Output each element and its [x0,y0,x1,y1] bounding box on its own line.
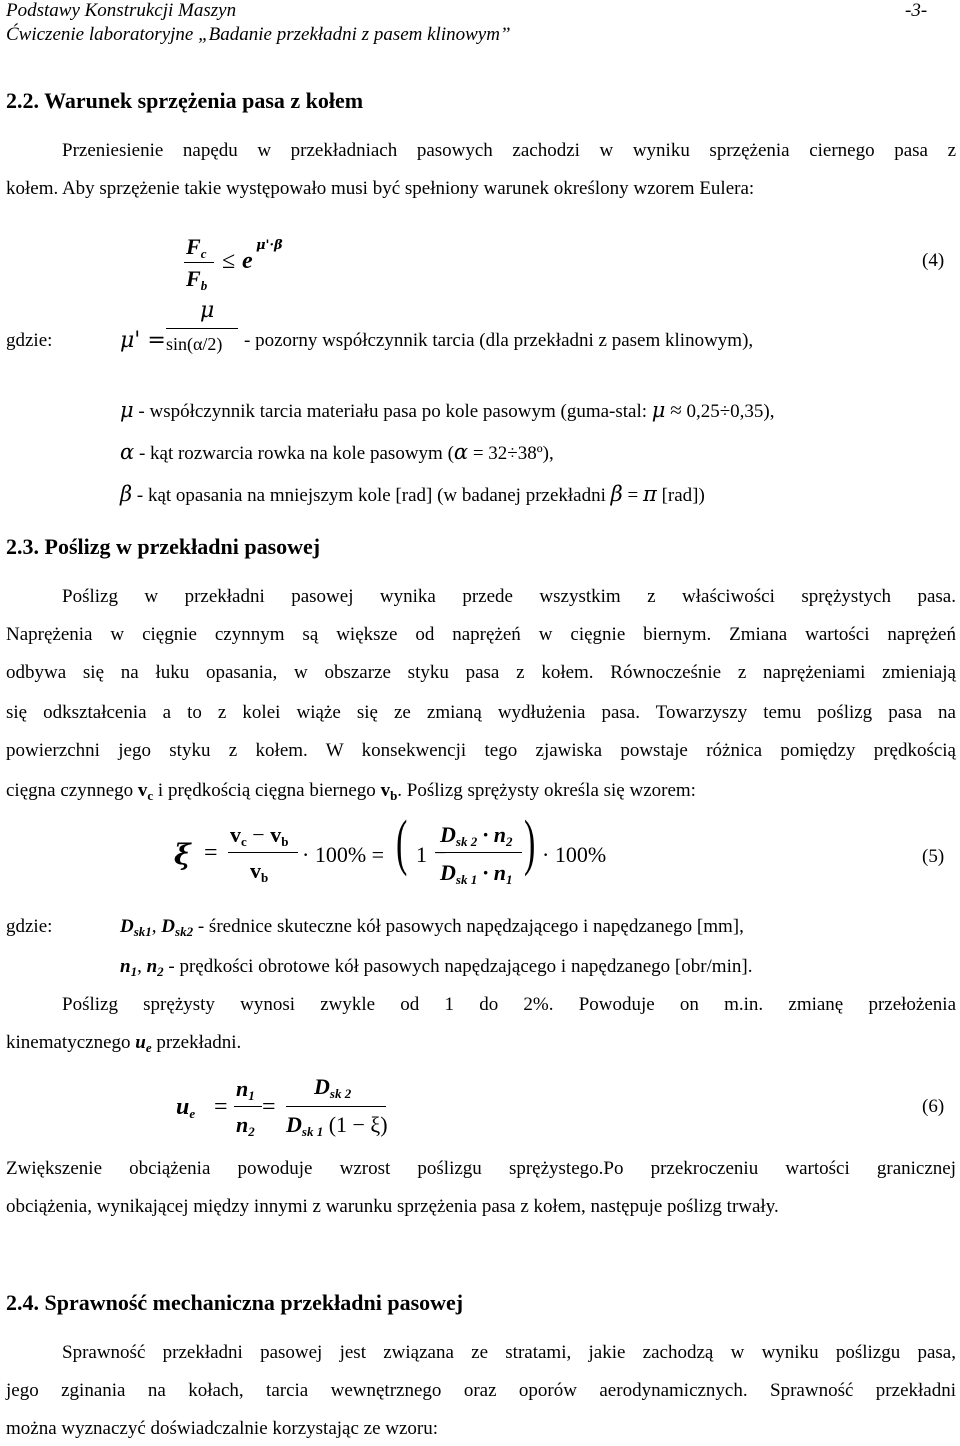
eq6-ue: $u_e$ [176,1094,196,1121]
eq5-mult100: · 100% = [302,842,385,867]
eq5-fraction-bar-1 [228,852,298,853]
paragraph-line: Zwiększenie obciążenia powoduje wzrost poślizgu sprężystego.Po przekroczeniu wartości granicznej [6,1158,956,1179]
eq5-one: 1 [416,842,427,867]
paragraph-line: obciążenia, wynikającej między innymi z warunku sprzężenia pasa z kołem, następuje poślizg trwały. [6,1196,779,1217]
eq6-eq2: = [262,1094,276,1120]
eq5-right-paren: ) [524,809,536,877]
paragraph-line: Poślizg sprężysty wynosi zwykle od 1 do 2%. Powoduje on m.in. zmianę przełożenia [62,994,956,1015]
header-course: Podstawy Konstrukcji Maszyn [6,0,237,21]
page-number: -3- [905,0,928,21]
paragraph-line: powierzchni jego styku z kołem. W konsekwencji tego zjawiska powstaje różnica pomiędzy prędkością [6,740,956,761]
section-heading-2-4: 2.4. Sprawność mechaniczna przekładni pasowej [6,1290,464,1315]
paragraph-line: kołem. Aby sprzężenie takie występowało musi być spełniony warunek określony wzorem Eulera: [6,178,755,199]
dsk-definition: $D_{sk1}$, $D_{sk2}$ - średnice skuteczne kół pasowych napędzającego i napędzanego [mm], [120,916,744,939]
eq6-n2: $n_2$ [236,1112,255,1139]
mu-definition: μ - współczynnik tarcia materiału pasa po kole pasowym (guma-stal: μ ≈ 0,25÷0,35), [120,398,775,422]
eq4-e: e [242,248,253,274]
beta-definition: β - kąt opasania na mniejszym kole [rad] (w badanej przekładni β = π [rad]) [120,482,705,506]
eq6-fraction-bar-2 [286,1106,386,1107]
paragraph-line: Naprężenia w cięgnie czynnym są większe od naprężeń w cięgnie biernym. Zmiana wartości naprężeń [6,624,956,645]
eq5-eq: = [204,840,218,866]
eq6-eq1: = [214,1094,228,1120]
eq5-minus: − [434,840,447,865]
paragraph-line: odbywa się na łuku opasania, w obszarze styku pasa z kołem. Równocześnie z naprężeniami zmieniają [6,662,956,683]
eq4-number: (4) [922,250,945,271]
section-heading-2-3: 2.3. Poślizg w przekładni pasowej [6,534,321,559]
eq5-denominator: $v_b$ [250,858,269,885]
sin-denominator: sin(α/2) [166,334,223,354]
eq6-n1: $n_1$ [236,1076,255,1103]
mu-prime-lhs: μ' = [120,328,166,353]
mu-numerator: μ [200,298,215,323]
paragraph-line: kinematycznego $u_e$ przekładni. [6,1032,242,1055]
eq4-fc: $F_c$ [186,234,207,261]
eq6-denominator: $D_{sk 1}$ (1 − ξ) [286,1112,388,1139]
mu-prime-desc: - pozorny współczynnik tarcia (dla przekładni z pasem klinowym), [244,330,754,351]
header-lab-title: Ćwiczenie laboratoryjne „Badanie przekładni z pasem klinowym” [6,24,511,45]
gdzie-label: gdzie: [6,330,53,351]
alpha-definition: α - kąt rozwarcia rowka na kole pasowym (α = 32÷38º), [120,440,554,464]
eq6-fraction-bar-1 [234,1106,262,1107]
eq4-fraction-bar [184,262,214,263]
paragraph-line: jego zginania na kołach, tarcia wewnętrznego oraz oporów aerodynamicznych. Sprawność przekładni [6,1380,956,1401]
eq5-numerator: $v_c - v_b$ [230,822,289,849]
n-definition: $n_1$, $n_2$ - prędkości obrotowe kół pasowych napędzającego i napędzanego [obr/min]. [120,956,753,979]
eq6-dsk2: $D_{sk 2}$ [314,1074,352,1101]
eq4-le: ≤ [222,248,236,274]
eq5-xi: ξ [174,838,191,871]
paragraph-line: się odkształcenia a to z kolei wiąże się ze zmianą wydłużenia pasa. Towarzyszy temu poślizg pasa na [6,702,956,723]
paragraph-line: Przeniesienie napędu w przekładniach pasowych zachodzi w wyniku sprzężenia ciernego pasa z [62,140,956,161]
paragraph-line: cięgna czynnego $v_c$ i prędkością cięgna biernego $v_b$. Poślizg sprężysty określa się wzorem: [6,780,696,803]
eq5-left-paren: ( [396,809,408,877]
gdzie-label-2: gdzie: [6,916,53,937]
eq4-exponent: μ'·β [256,238,283,253]
section-heading-2-2: 2.2. Warunek sprzężenia pasa z kołem [6,88,364,113]
paragraph-line: Sprawność przekładni pasowej jest związana ze stratami, jakie zachodzą w wyniku poślizgu pasa, [62,1342,956,1363]
eq5-dsk1-denominator: $D_{sk 1} \cdot n_1$ [440,860,513,887]
paragraph-line: Poślizg w przekładni pasowej wynika przede wszystkim z właściwości sprężystych pasa. [62,586,956,607]
eq6-number: (6) [922,1096,945,1117]
eq4-fb: $F_b$ [186,266,208,293]
eq5-tail: · 100% [542,842,607,867]
eq5-fraction-bar-2 [440,852,522,853]
eq5-number: (5) [922,846,945,867]
paragraph-line: można wyznaczyć doświadczalnie korzystając ze wzoru: [6,1418,439,1439]
mu-prime-fraction-bar [166,328,238,329]
eq5-dsk2-numerator: $D_{sk 2} \cdot n_2$ [440,822,513,849]
